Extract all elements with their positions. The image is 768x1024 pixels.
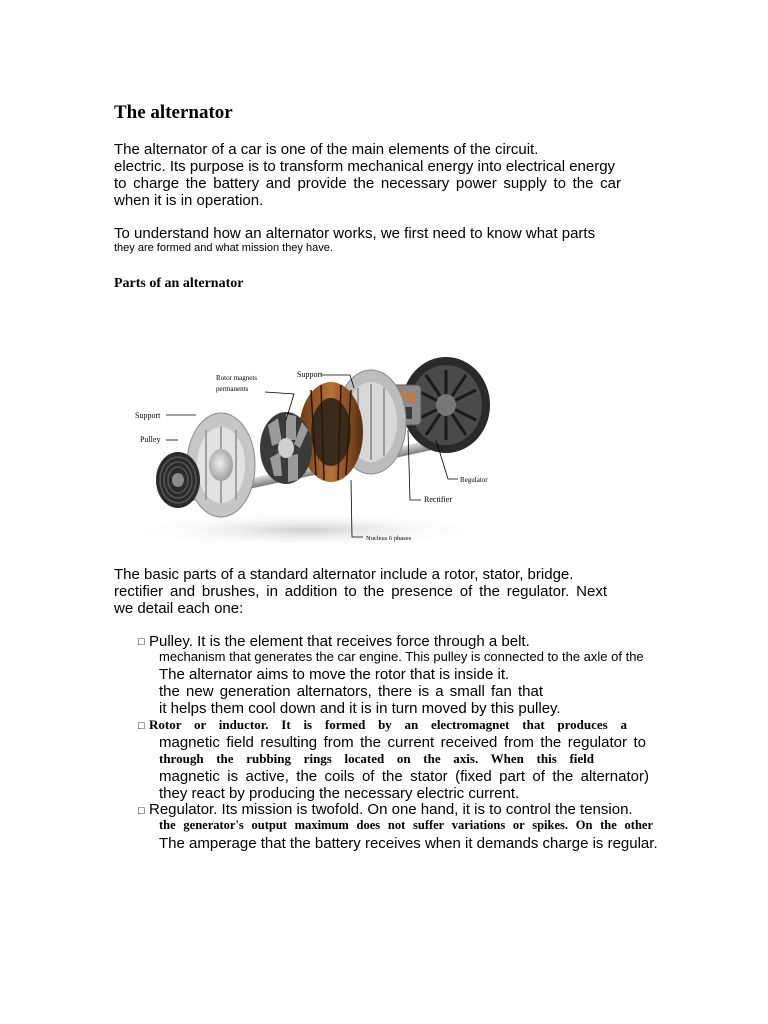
- intro-line: when it is in operation.: [114, 192, 264, 209]
- section-heading: Parts of an alternator: [114, 276, 244, 291]
- label-regulator: Regulator: [460, 476, 488, 484]
- bullet-icon: □: [138, 636, 145, 648]
- bullet-icon: □: [138, 720, 145, 732]
- understand-line: To understand how an alternator works, we first need to know what parts: [114, 225, 596, 242]
- label-rotor-magnets: Rotor magnets: [216, 374, 258, 382]
- page-title: The alternator: [114, 102, 233, 123]
- basic-parts-line: The basic parts of a standard alternator include a rotor, stator, bridge.: [114, 566, 574, 583]
- basic-parts-line: rectifier and brushes, in addition to the presence of the regulator. Next: [114, 583, 607, 600]
- basic-parts-line: we detail each one:: [114, 600, 244, 617]
- list-item-line: Regulator. Its mission is twofold. On one hand, it is to control the tension.: [149, 801, 633, 818]
- intro-line: The alternator of a car is one of the main elements of the circuit.: [114, 141, 539, 158]
- label-support-left: Support: [135, 411, 161, 420]
- list-item-line: it helps them cool down and it is in turn moved by this pulley.: [159, 700, 561, 717]
- bullet-icon: □: [138, 805, 145, 817]
- list-item-line: The amperage that the battery receives when it demands charge is regular.: [159, 835, 658, 852]
- list-item-line: the generator's output maximum does not suffer variations or spikes. On the other: [159, 818, 653, 832]
- list-item-line: magnetic field resulting from the current received from the regulator to: [159, 734, 646, 751]
- list-item-line: Pulley. It is the element that receives force through a belt.: [149, 633, 530, 650]
- label-rectifier: Rectifier: [424, 495, 452, 504]
- intro-line: electric. Its purpose is to transform mechanical energy into electrical energy: [114, 158, 616, 175]
- label-rotor-magnets-2: permanents: [216, 385, 249, 393]
- label-support-top: Support: [297, 370, 323, 379]
- label-nucleus: Nucleus 6 phases: [366, 535, 412, 542]
- list-item-line: the new generation alternators, there is a small fan that: [159, 683, 543, 700]
- list-item-line: The alternator aims to move the rotor that is inside it.: [159, 666, 510, 683]
- intro-line: to charge the battery and provide the necessary power supply to the car: [114, 175, 621, 192]
- list-item-line: Rotor or inductor. It is formed by an electromagnet that produces a: [149, 717, 627, 732]
- understand-line: they are formed and what mission they have.: [114, 242, 333, 254]
- alternator-figure: [126, 330, 502, 550]
- list-item-line: magnetic is active, the coils of the stator (fixed part of the alternator): [159, 768, 649, 785]
- list-item-line: through the rubbing rings located on the axis. When this field: [159, 751, 594, 766]
- label-pulley: Pulley: [140, 435, 161, 444]
- list-item-line: mechanism that generates the car engine. This pulley is connected to the axle of the: [159, 649, 644, 664]
- alternator-diagram: [126, 330, 502, 550]
- list-item-line: they react by producing the necessary electric current.: [159, 785, 520, 802]
